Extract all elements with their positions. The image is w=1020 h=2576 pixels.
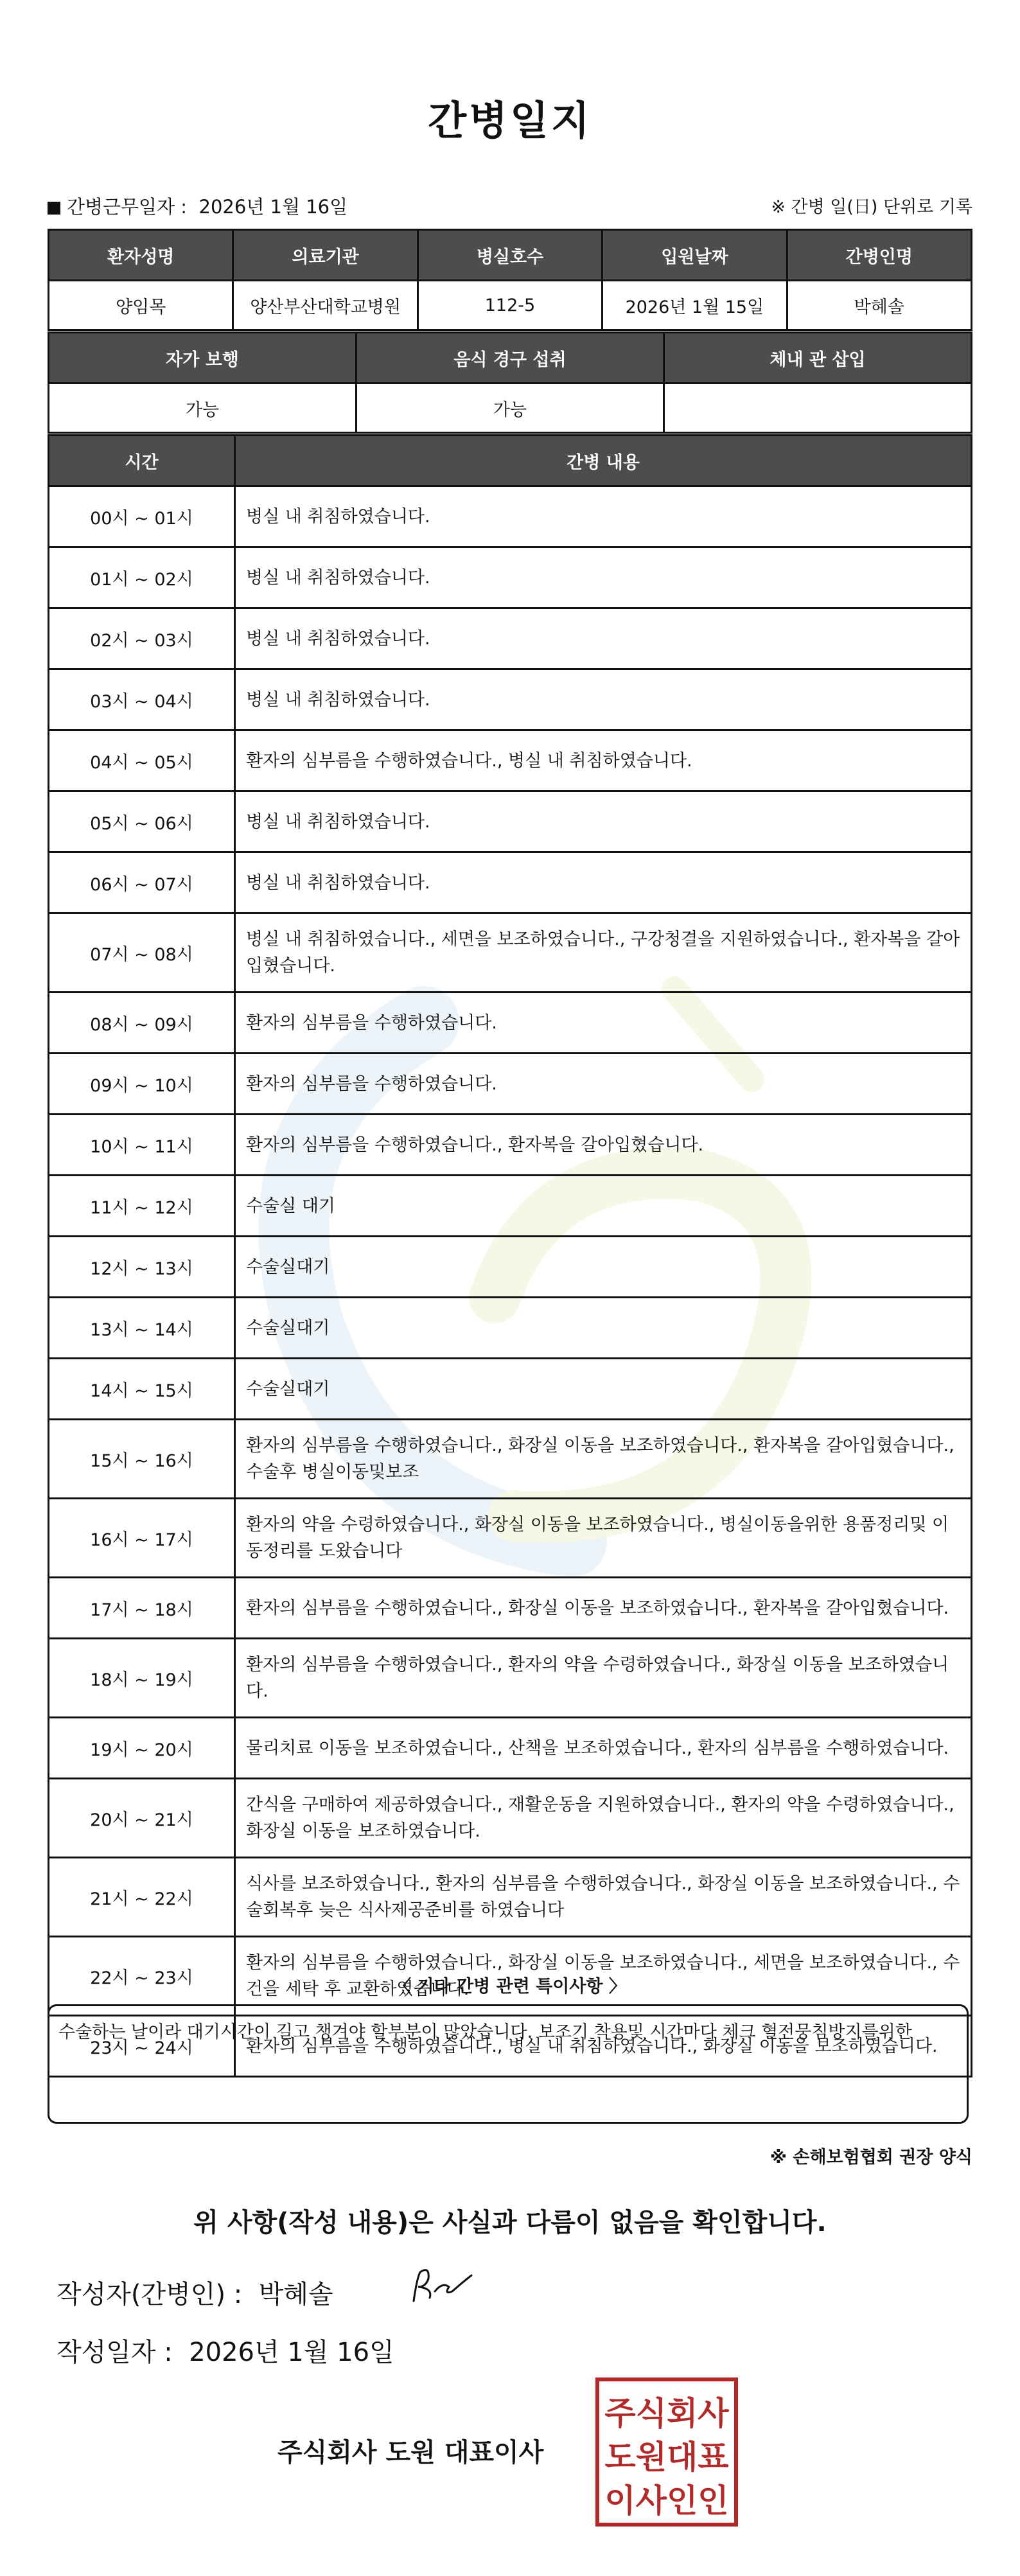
row-time: 15시 ~ 16시 <box>49 1420 235 1499</box>
table-row <box>49 1779 972 1858</box>
notes-box: 수술하는 날이라 대기시간이 길고 챙겨야 할부분이 많았습니다. 보조기 착용및 시간마다 체크 혈전뭉침방지를위한 <box>48 2004 969 2124</box>
table-row <box>49 730 972 791</box>
row-time: 18시 ~ 19시 <box>49 1639 235 1718</box>
written-date-line <box>57 2332 394 2369</box>
row-content: 환자의 심부름을 수행하였습니다., 병실 내 취침하였습니다., 화장실 이동을 보조하였습니다. <box>235 2016 972 2077</box>
table-row <box>49 1359 972 1420</box>
header-walking: 자가 보행 <box>49 333 356 384</box>
page-title: 간병일지 <box>428 97 592 144</box>
row-content: 병실 내 취침하였습니다. <box>235 791 972 852</box>
table-row <box>49 608 972 669</box>
header-patient-name: 환자성명 <box>49 230 233 281</box>
row-content: 병실 내 취침하였습니다., 세면을 보조하였습니다., 구강청결을 지원하였습니다., 환자복을 갈아입혔습니다. <box>235 913 972 992</box>
row-content: 환자의 심부름을 수행하였습니다., 화장실 이동을 보조하였습니다., 환자복을 갈아입혔습니다., 수술후 병실이동및보조 <box>235 1420 972 1499</box>
row-content: 수술실대기 <box>235 1298 972 1359</box>
header-time: 시간 <box>49 436 235 486</box>
care-log-table <box>48 434 972 2078</box>
table-row <box>49 1054 972 1115</box>
written-date-label: 작성일자 : <box>57 2338 173 2367</box>
row-content: 병실 내 취침하였습니다. <box>235 608 972 669</box>
row-time: 08시 ~ 09시 <box>49 992 235 1054</box>
row-content: 수술실대기 <box>235 1359 972 1420</box>
oral-intake-status: 가능 <box>356 384 664 433</box>
table-row <box>49 486 972 547</box>
row-time: 07시 ~ 08시 <box>49 913 235 992</box>
work-date-label: 간병근무일자 : <box>67 196 188 218</box>
header-oral-intake: 음식 경구 섭취 <box>356 333 664 384</box>
table-row <box>49 1578 972 1639</box>
row-time: 19시 ~ 20시 <box>49 1718 235 1779</box>
tube-insertion-status <box>664 384 972 433</box>
row-time: 21시 ~ 22시 <box>49 1858 235 1937</box>
table-row <box>49 669 972 730</box>
work-date <box>48 193 347 219</box>
header-care-content: 간병 내용 <box>235 436 972 486</box>
row-content: 환자의 심부름을 수행하였습니다., 병실 내 취침하였습니다. <box>235 730 972 791</box>
writer-line <box>57 2274 333 2311</box>
company-name: 주식회사 도원 대표이사 <box>277 2438 544 2467</box>
table-row <box>49 1115 972 1176</box>
table-row <box>49 791 972 852</box>
seal-line-1: 주식회사 <box>604 2395 729 2432</box>
table-row <box>49 852 972 913</box>
row-time: 11시 ~ 12시 <box>49 1176 235 1237</box>
table-row <box>49 1420 972 1499</box>
row-time: 10시 ~ 11시 <box>49 1115 235 1176</box>
row-content: 병실 내 취침하였습니다. <box>235 669 972 730</box>
row-time: 02시 ~ 03시 <box>49 608 235 669</box>
room-number: 112-5 <box>418 281 602 330</box>
table-row <box>49 1237 972 1298</box>
row-content: 수술실대기 <box>235 1237 972 1298</box>
header-admission-date: 입원날짜 <box>602 230 787 281</box>
header-room-number: 병실호수 <box>418 230 602 281</box>
row-content: 식사를 보조하였습니다., 환자의 심부름을 수행하였습니다., 화장실 이동을 보조하였습니다., 수술회복후 늦은 식사제공준비를 하였습니다 <box>235 1858 972 1937</box>
company-seal <box>595 2377 739 2527</box>
row-time: 01시 ~ 02시 <box>49 547 235 608</box>
row-time: 22시 ~ 23시 <box>49 1937 235 2016</box>
record-unit-note: ※ 간병 일(日) 단위로 기록 <box>771 197 972 217</box>
row-time: 23시 ~ 24시 <box>49 2016 235 2077</box>
header-tube-insertion: 체내 관 삽입 <box>664 333 972 384</box>
row-time: 03시 ~ 04시 <box>49 669 235 730</box>
recommend-note: ※ 손해보험협회 권장 양식 <box>769 2148 972 2167</box>
row-time: 00시 ~ 01시 <box>49 486 235 547</box>
patient-info-table <box>48 229 972 331</box>
row-content: 수술실 대기 <box>235 1176 972 1237</box>
patient-status-table <box>48 331 972 434</box>
seal-line-3: 이사인인 <box>604 2482 729 2519</box>
seal-line-2: 도원대표 <box>604 2439 729 2476</box>
row-content: 환자의 심부름을 수행하였습니다. <box>235 992 972 1054</box>
walking-status: 가능 <box>49 384 356 433</box>
row-time: 13시 ~ 14시 <box>49 1298 235 1359</box>
row-content: 물리치료 이동을 보조하였습니다., 산책을 보조하였습니다., 환자의 심부름을 수행하였습니다. <box>235 1718 972 1779</box>
row-time: 14시 ~ 15시 <box>49 1359 235 1420</box>
written-date-value: 2026년 1월 16일 <box>189 2338 394 2367</box>
row-content: 환자의 약을 수령하였습니다., 화장실 이동을 보조하였습니다., 병실이동을위한 용품정리및 이동정리를 도왔습니다 <box>235 1499 972 1578</box>
table-row <box>49 1718 972 1779</box>
row-time: 20시 ~ 21시 <box>49 1779 235 1858</box>
table-row <box>49 913 972 992</box>
row-content: 환자의 심부름을 수행하였습니다., 화장실 이동을 보조하였습니다., 세면을 보조하였습니다., 수건을 세탁 후 교환하였습니다. <box>235 1937 972 2016</box>
caregiver-name: 박혜솔 <box>787 281 971 330</box>
row-time: 04시 ~ 05시 <box>49 730 235 791</box>
row-content: 환자의 심부름을 수행하였습니다. <box>235 1054 972 1115</box>
row-content: 병실 내 취침하였습니다. <box>235 486 972 547</box>
writer-label: 작성자(간병인) : <box>57 2280 243 2309</box>
hospital-name: 양산부산대학교병원 <box>233 281 418 330</box>
writer-name: 박혜솔 <box>258 2280 333 2309</box>
work-date-value: 2026년 1월 16일 <box>198 196 348 218</box>
confirmation-statement: 위 사항(작성 내용)은 사실과 다름이 없음을 확인합니다. <box>193 2208 827 2237</box>
admission-date: 2026년 1월 15일 <box>602 281 787 330</box>
table-row <box>49 1176 972 1237</box>
header-caregiver-name: 간병인명 <box>787 230 971 281</box>
row-content: 병실 내 취침하였습니다. <box>235 852 972 913</box>
row-time: 06시 ~ 07시 <box>49 852 235 913</box>
header-hospital: 의료기관 <box>233 230 418 281</box>
patient-name: 양임목 <box>49 281 233 330</box>
table-row <box>49 1298 972 1359</box>
row-content: 병실 내 취침하였습니다. <box>235 547 972 608</box>
signature <box>404 2263 481 2307</box>
row-content: 간식을 구매하여 제공하였습니다., 재활운동을 지원하였습니다., 환자의 약을 수령하였습니다., 화장실 이동을 보조하였습니다. <box>235 1779 972 1858</box>
square-bullet-icon <box>48 202 60 215</box>
row-time: 17시 ~ 18시 <box>49 1578 235 1639</box>
row-time: 09시 ~ 10시 <box>49 1054 235 1115</box>
table-row <box>49 547 972 608</box>
row-time: 16시 ~ 17시 <box>49 1499 235 1578</box>
row-content: 환자의 심부름을 수행하였습니다., 환자복을 갈아입혔습니다. <box>235 1115 972 1176</box>
row-content: 환자의 심부름을 수행하였습니다., 환자의 약을 수령하였습니다., 화장실 이동을 보조하였습니다. <box>235 1639 972 1718</box>
row-time: 05시 ~ 06시 <box>49 791 235 852</box>
notes-title: 〈 기타 간병 관련 특이사항 〉 <box>394 1977 626 1997</box>
row-content: 환자의 심부름을 수행하였습니다., 화장실 이동을 보조하였습니다., 환자복을 갈아입혔습니다. <box>235 1578 972 1639</box>
row-time: 12시 ~ 13시 <box>49 1237 235 1298</box>
table-row <box>49 1639 972 1718</box>
care-log-body <box>49 486 972 2077</box>
table-row <box>49 1499 972 1578</box>
table-row <box>49 1858 972 1937</box>
table-row <box>49 992 972 1054</box>
